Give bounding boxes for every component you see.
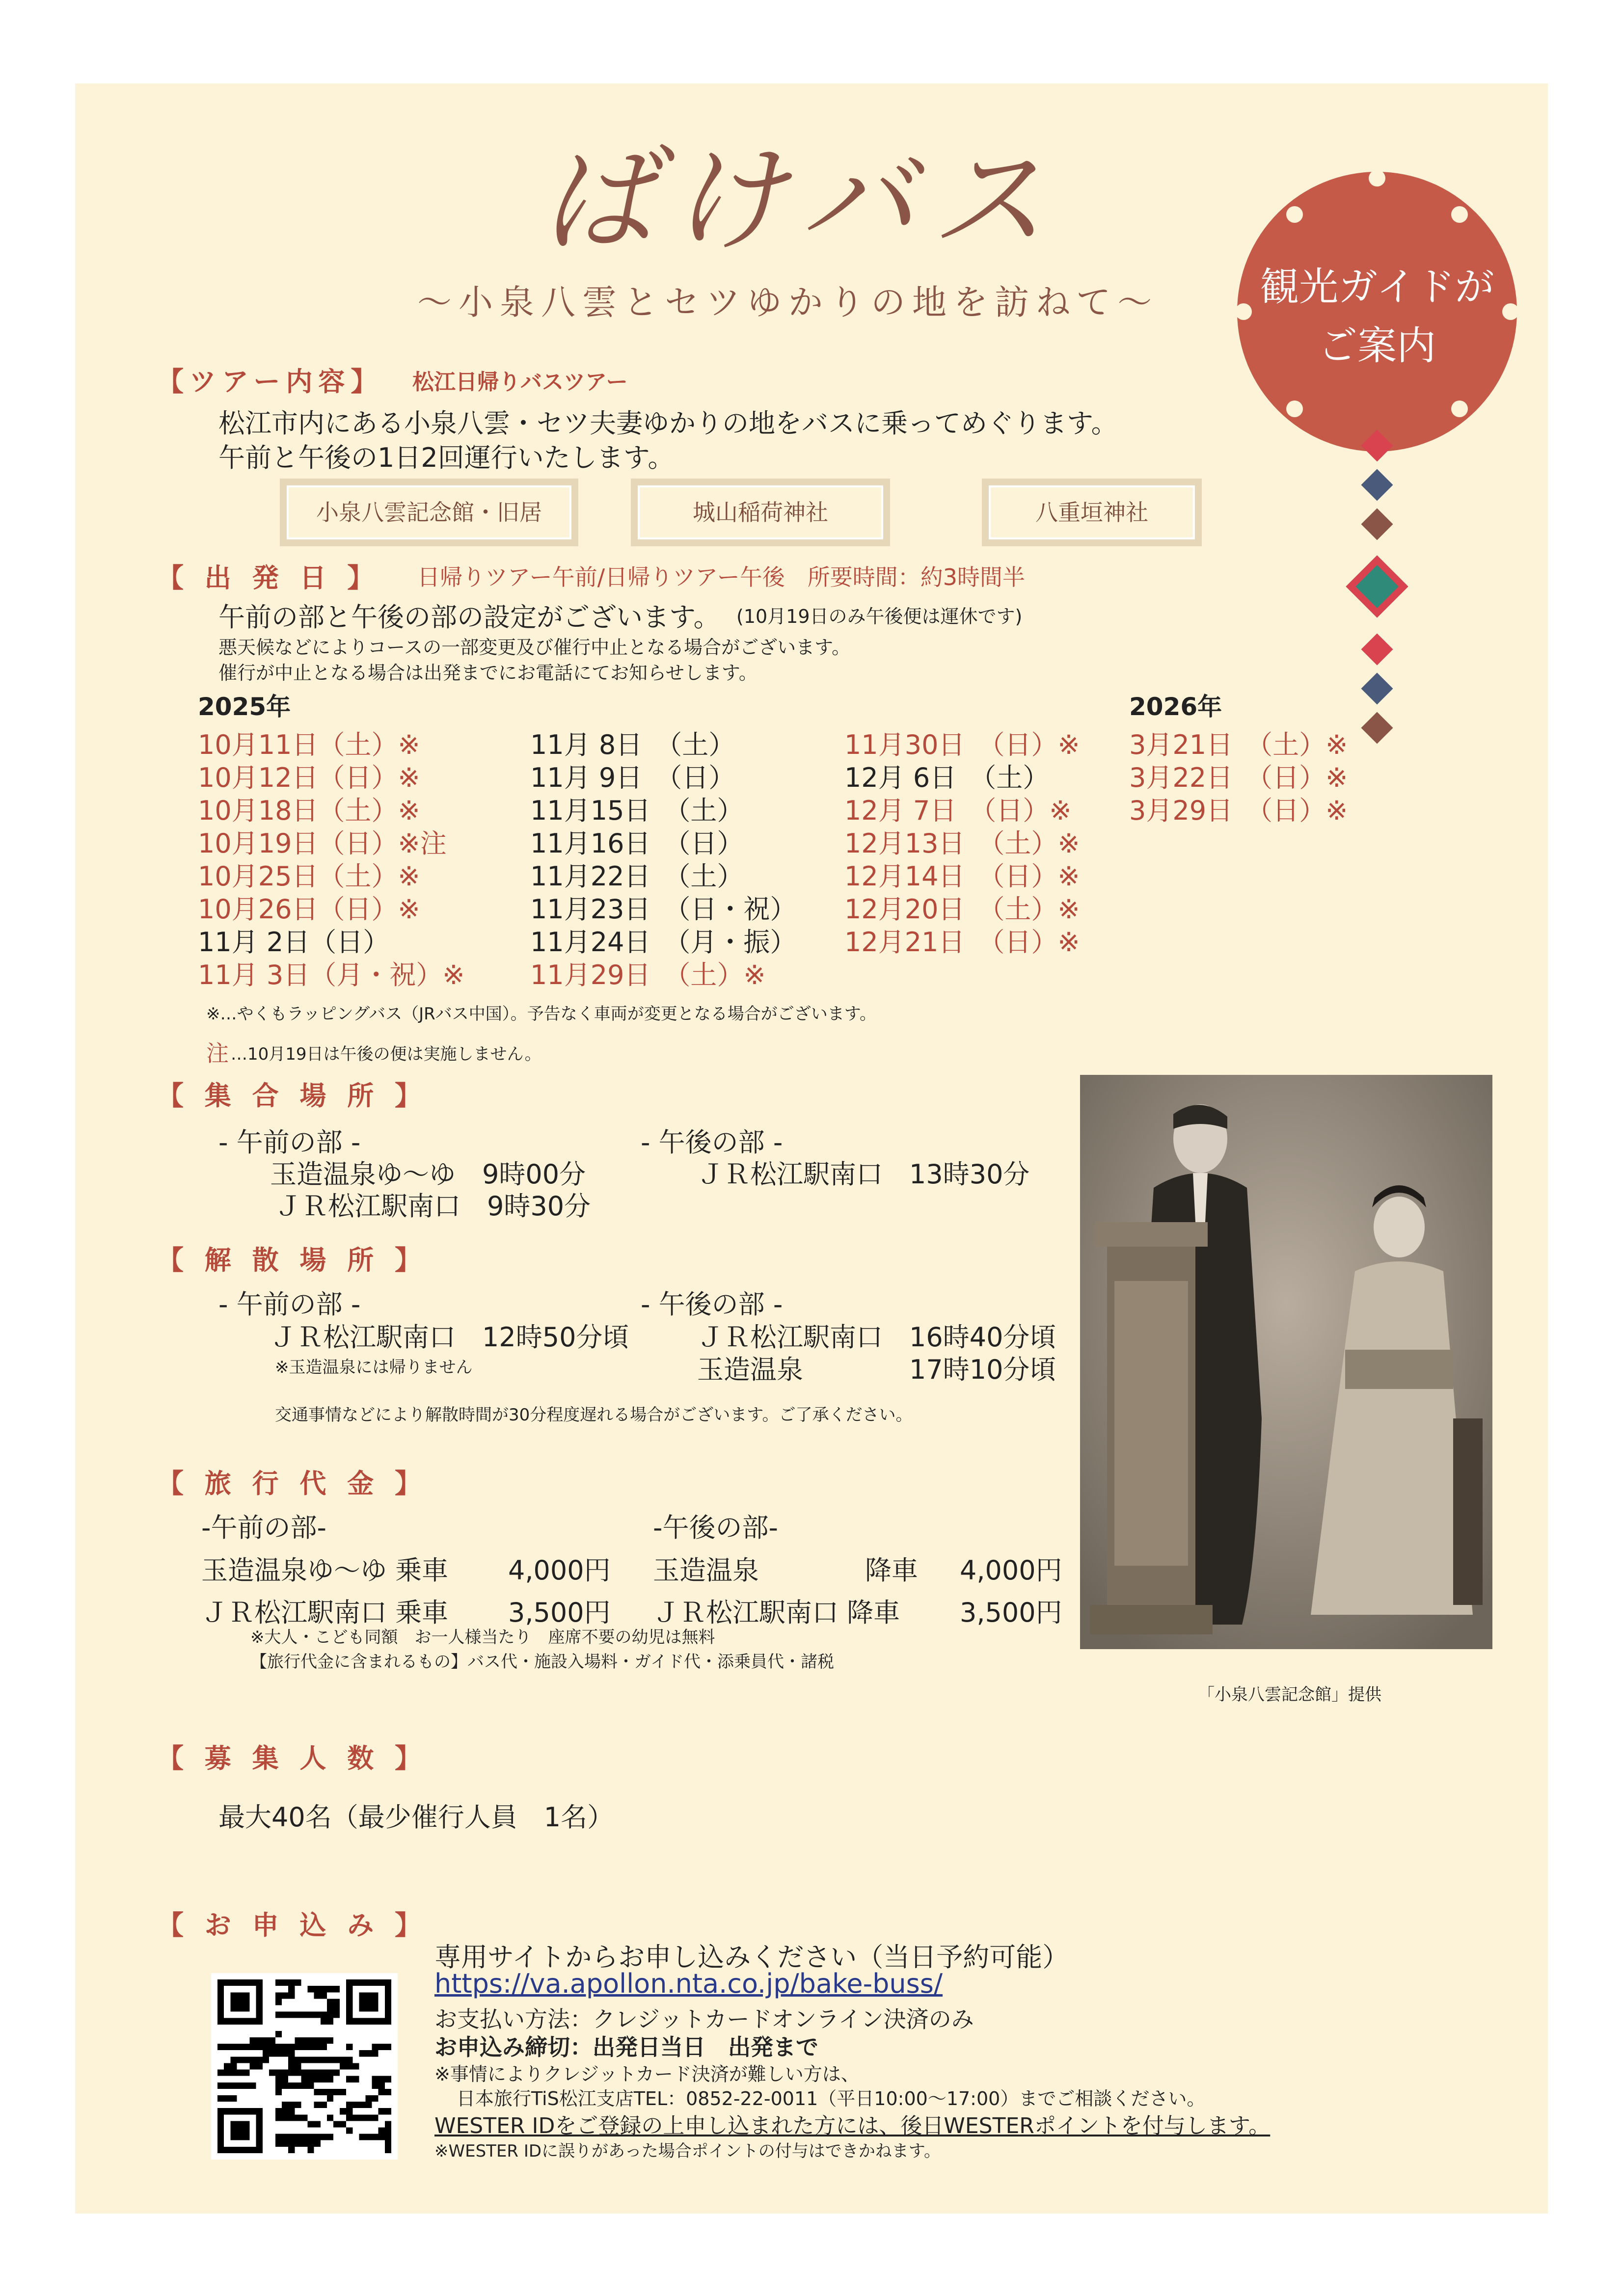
departure-date: 12月13日 （土）※ [844, 828, 1080, 859]
apply-deadline: お申込み締切：出発日当日 出発まで [434, 2034, 818, 2060]
apply-wester: WESTER IDをご登録の上申し込まれた方には、後日WESTERポイントを付与します。 [434, 2113, 1271, 2138]
page-subtitle: 〜小泉八雲とセツゆかりの地を訪ねて〜 [417, 282, 1159, 322]
price-pm-place-2: ＪＲ松江駅南口 降車 [653, 1597, 900, 1628]
departure-date: 11月 9日 （日） [530, 762, 735, 793]
price-pm-label: -午後の部- [653, 1512, 778, 1543]
price-am-price-1: 4,000円 [508, 1555, 611, 1586]
departure-date: 11月29日 （土）※ [530, 960, 766, 990]
dismiss-am-label: - 午前の部 - [218, 1289, 361, 1320]
spot-yaegaki: 八重垣神社 [982, 479, 1202, 546]
qr-code[interactable] [211, 1973, 398, 2160]
departure-date: 12月20日 （土）※ [844, 894, 1080, 925]
price-heading: 【 旅 行 代 金 】 [157, 1468, 427, 1499]
departure-date: 10月18日（土）※ [198, 795, 420, 826]
badge-line-1: 観光ガイドが [1260, 264, 1494, 310]
guide-badge [1237, 172, 1517, 452]
historical-photo [1080, 1075, 1492, 1649]
departure-date: 3月29日 （日）※ [1129, 795, 1348, 826]
departure-heading: 【 出 発 日 】 [157, 562, 380, 593]
departure-note-1-small: (10月19日のみ午後便は運休です) [736, 606, 1023, 627]
meeting-am-row-2: ＪＲ松江駅南口 9時30分 [275, 1191, 591, 1222]
footnote-wrapping-bus: ※…やくもラッピングバス（JRバス中国）。予告なく車両が変更となる場合がございます。 [206, 1004, 877, 1024]
dismiss-pm-label: - 午後の部 - [641, 1289, 783, 1320]
departure-note-1: 午前の部と午後の部の設定がございます。 [218, 602, 720, 633]
capacity-heading: 【 募 集 人 数 】 [157, 1743, 427, 1774]
tour-heading: 【ツアー内容】 [157, 366, 383, 397]
price-note-2: 【旅行代金に含まれるもの】バス代・施設入場料・ガイド代・添乗員代・諸税 [250, 1652, 834, 1672]
apply-line-1: 専用サイトからお申し込みください（当日予約可能） [434, 1942, 1069, 1973]
spot-koizumi: 小泉八雲記念館・旧居 [280, 479, 578, 546]
price-pm-place-1: 玉造温泉 降車 [653, 1555, 918, 1586]
meeting-am-row-1: 玉造温泉ゆ〜ゆ 9時00分 [270, 1159, 586, 1190]
departure-date: 11月30日 （日）※ [844, 729, 1080, 760]
departure-date: 10月11日（土）※ [198, 729, 420, 760]
departure-date: 11月23日 （日・祝） [530, 894, 797, 925]
badge-line-2: ご案内 [1318, 323, 1436, 369]
departure-date: 11月22日 （土） [530, 861, 744, 892]
price-note-1: ※大人・こども同額 お一人様当たり 座席不要の幼児は無料 [250, 1628, 715, 1647]
price-am-price-2: 3,500円 [508, 1597, 611, 1628]
dismiss-note: 交通事情などにより解散時間が30分程度遅れる場合がございます。ご了承ください。 [275, 1405, 913, 1425]
departure-date: 10月26日（日）※ [198, 894, 420, 925]
departure-date: 11月24日 （月・振） [530, 927, 797, 958]
departure-note-3: 催行が中止となる場合は出発までにお電話にてお知らせします。 [218, 662, 757, 684]
departure-date: 11月 3日（月・祝）※ [198, 960, 465, 990]
price-pm-price-2: 3,500円 [960, 1597, 1062, 1628]
apply-heading: 【 お 申 込 み 】 [157, 1910, 427, 1941]
dismiss-heading: 【 解 散 場 所 】 [157, 1245, 427, 1276]
departure-note-2: 悪天候などによりコースの一部変更及び催行中止となる場合がございます。 [218, 637, 851, 658]
departure-date: 3月22日 （日）※ [1129, 762, 1348, 793]
year-2026: 2026年 [1129, 693, 1222, 721]
page-title: ばけバス [540, 133, 1060, 267]
departure-date: 12月 7日 （日）※ [844, 795, 1072, 826]
dismiss-am-note: ※玉造温泉には帰りません [275, 1358, 473, 1377]
price-am-place-2: ＪＲ松江駅南口 乗車 [201, 1597, 449, 1628]
departure-date: 12月14日 （日）※ [844, 861, 1080, 892]
footnote-note-mark: 注 [206, 1040, 229, 1067]
dismiss-am-row: ＪＲ松江駅南口 12時50分頃 [270, 1322, 629, 1353]
departure-date: 10月19日（日）※注 [198, 828, 447, 859]
departure-date: 11月 8日 （土） [530, 729, 735, 760]
tour-desc-1: 松江市内にある小泉八雲・セツ夫妻ゆかりの地をバスに乗ってめぐります。 [218, 408, 1118, 439]
meeting-pm-label: - 午後の部 - [641, 1127, 783, 1158]
apply-note-2: 日本旅行TiS松江支店TEL：0852-22-0011（平日10:00〜17:00）までご相談ください。 [457, 2088, 1206, 2109]
apply-payment: お支払い方法：クレジットカードオンライン決済のみ [434, 2006, 974, 2032]
spot-shiroyama: 城山稲荷神社 [631, 479, 890, 546]
price-pm-price-1: 4,000円 [960, 1555, 1062, 1586]
departure-date: 11月 2日（日） [198, 927, 390, 958]
dismiss-pm-row-1: ＪＲ松江駅南口 16時40分頃 [697, 1322, 1056, 1353]
meeting-am-label: - 午前の部 - [218, 1127, 361, 1158]
departure-info: 日帰りツアー午前/日帰りツアー午後 所要時間：約3時間半 [417, 564, 1026, 590]
dismiss-pm-row-2: 玉造温泉 17時10分頃 [697, 1354, 1056, 1385]
tour-desc-2: 午前と午後の1日2回運行いたします。 [218, 442, 675, 473]
apply-note-1: ※事情によりクレジットカード決済が難しい方は、 [434, 2063, 860, 2085]
departure-date: 11月16日 （日） [530, 828, 744, 859]
price-am-label: -午前の部- [201, 1512, 326, 1543]
price-am-place-1: 玉造温泉ゆ〜ゆ 乗車 [201, 1555, 449, 1586]
departure-date: 12月 6日 （土） [844, 762, 1050, 793]
photo-credit: 「小泉八雲記念館」提供 [1198, 1685, 1381, 1705]
footnote-note: …10月19日は午後の便は実施しません。 [231, 1044, 541, 1064]
meeting-heading: 【 集 合 場 所 】 [157, 1080, 427, 1111]
departure-date: 12月21日 （日）※ [844, 927, 1080, 958]
capacity-text: 最大40名（最少催行人員 1名） [218, 1802, 614, 1833]
tour-type: 松江日帰りバスツアー [412, 370, 628, 395]
apply-url-link[interactable]: https://va.apollon.nta.co.jp/bake-buss/ [434, 1968, 943, 1999]
departure-date: 10月25日（土）※ [198, 861, 420, 892]
apply-wester-note: ※WESTER IDに誤りがあった場合ポイントの付与はできかねます。 [434, 2141, 941, 2161]
departure-date: 11月15日 （土） [530, 795, 744, 826]
departure-date: 3月21日 （土）※ [1129, 729, 1348, 760]
meeting-pm-row-1: ＪＲ松江駅南口 13時30分 [697, 1159, 1030, 1190]
year-2025: 2025年 [198, 693, 291, 721]
departure-date: 10月12日（日）※ [198, 762, 420, 793]
